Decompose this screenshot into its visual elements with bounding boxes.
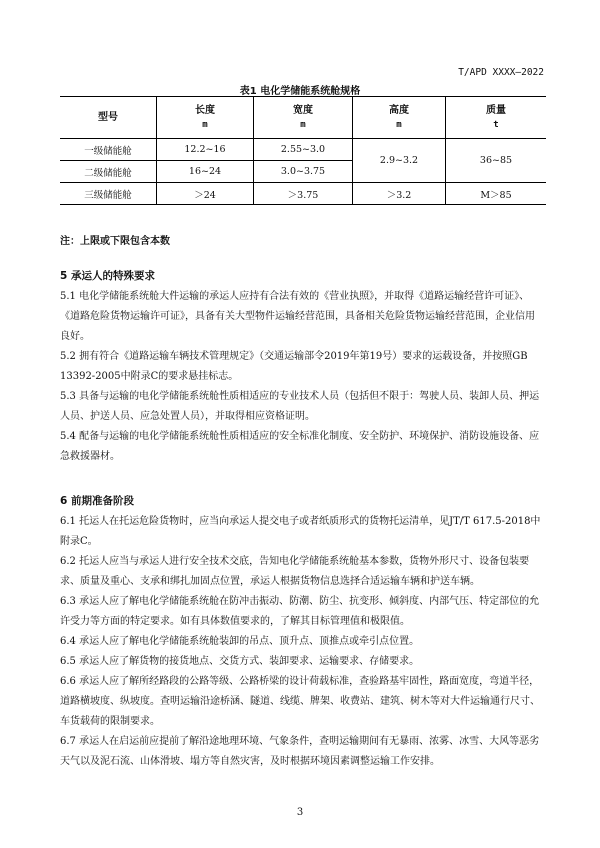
section-heading: 5 承运人的特殊要求 [60,270,155,282]
paragraph: 6.2 托运人应当与承运人进行安全技术交底，告知电化学储能系统舱基本参数，货物外形尺寸、设备包装要求、质量及重心、支承和绑扎加固点位置，承运人根据货物信息选择合适运输车辆和护送车辆。 [60,556,530,587]
column-header: 质量 t [446,97,547,139]
table-cell: 2.55~3.0 [254,139,353,161]
paragraph: 6.1 托运人在托运危险货物时，应当向承运人提交电子或者纸质形式的货物托运清单，见JT/T 617.5-2018中附录C。 [60,516,541,547]
table-row [60,139,546,161]
paragraph: 5.3 具备与运输的电化学储能系统舱性质相适应的专业技术人员（包括但不限于：驾驶人员、装卸人员、押运人员、护送人员、应急处置人员），并取得相应资格证明。 [60,391,540,422]
paragraph: 6.6 承运人应了解所经路段的公路等级、公路桥梁的设计荷载标准，查验路基牢固性，路面宽度，弯道半径，道路横坡度、纵坡度。查明运输沿途桥涵、隧道、线缆、牌架、收费站、建筑、树木等对大件运输通行尺寸、车货载荷的限制要求。 [60,676,540,727]
paragraph: 6.7 承运人在启运前应提前了解沿途地理环境、气象条件，查明运输期间有无暴雨、浓雾、冰雪、大风等恶劣天气以及泥石流、山体滑坡、塌方等自然灾害，及时根据环境因素调整运输工作安排。 [60,736,540,767]
table-cell: 三级储能舱 [60,183,157,205]
column-header: 高度 m [353,97,446,139]
table-cell: 3.0~3.75 [254,161,353,183]
table-cell: 16~24 [157,161,254,183]
table-caption: 表1 电化学储能系统舱规格 [239,86,361,97]
table-cell: 36~85 [446,139,547,183]
table-cell: ＞3.2 [353,183,446,205]
paragraph: 6.5 承运人应了解货物的接货地点、交货方式、装卸要求、运输要求、存储要求。 [60,656,420,667]
page-number: 3 [296,807,304,818]
paragraph: 5.4 配备与运输的电化学储能系统舱性质相适应的安全标准化制度、安全防护、环境保护、消防设施设备、应急救援器材。 [60,431,540,462]
paragraph: 6.4 承运人应了解电化学储能系统舱装卸的吊点、顶升点、顶推点或牵引点位置。 [60,636,420,647]
table-cell: 二级储能舱 [60,161,157,183]
table-cell: 一级储能舱 [60,139,157,161]
table-header-row [60,97,546,139]
table-note: 注：上限或下限包含本数 [60,236,170,247]
paragraph: 6.3 承运人应了解电化学储能系统舱在防冲击振动、防潮、防尘、抗变形、倾斜度、内部气压、特定部位的允许受力等方面的特定要求。如有具体数值要求的，了解其目标管理值和极限值。 [60,596,540,627]
column-header: 宽度 m [254,97,353,139]
paragraph: 5.2 拥有符合《道路运输车辆技术管理规定》（交通运输部令2019年第19号）要求的运载设备，并按照GB 13392-2005中附录C的要求悬挂标志。 [60,351,528,382]
table-cell: ＞24 [157,183,254,205]
table-cell: M＞85 [446,183,547,205]
document-code: T/APD XXXX—2022 [458,67,544,78]
table-cell: 12.2~16 [157,139,254,161]
section-heading: 6 前期准备阶段 [60,495,134,507]
table-cell: ＞3.75 [254,183,353,205]
column-header: 型号 [60,97,157,139]
table-row [60,183,546,205]
table-cell: 2.9~3.2 [353,139,446,183]
spec-table [60,96,546,205]
column-header: 长度 m [157,97,254,139]
paragraph: 5.1 电化学储能系统舱大件运输的承运人应持有合法有效的《营业执照》，并取得《道路运输经营许可证》、《道路危险货物运输许可证》，具备有关大型物件运输经营范围，具备相关危险货物运输经营范围，企业信用良好。 [60,291,535,342]
